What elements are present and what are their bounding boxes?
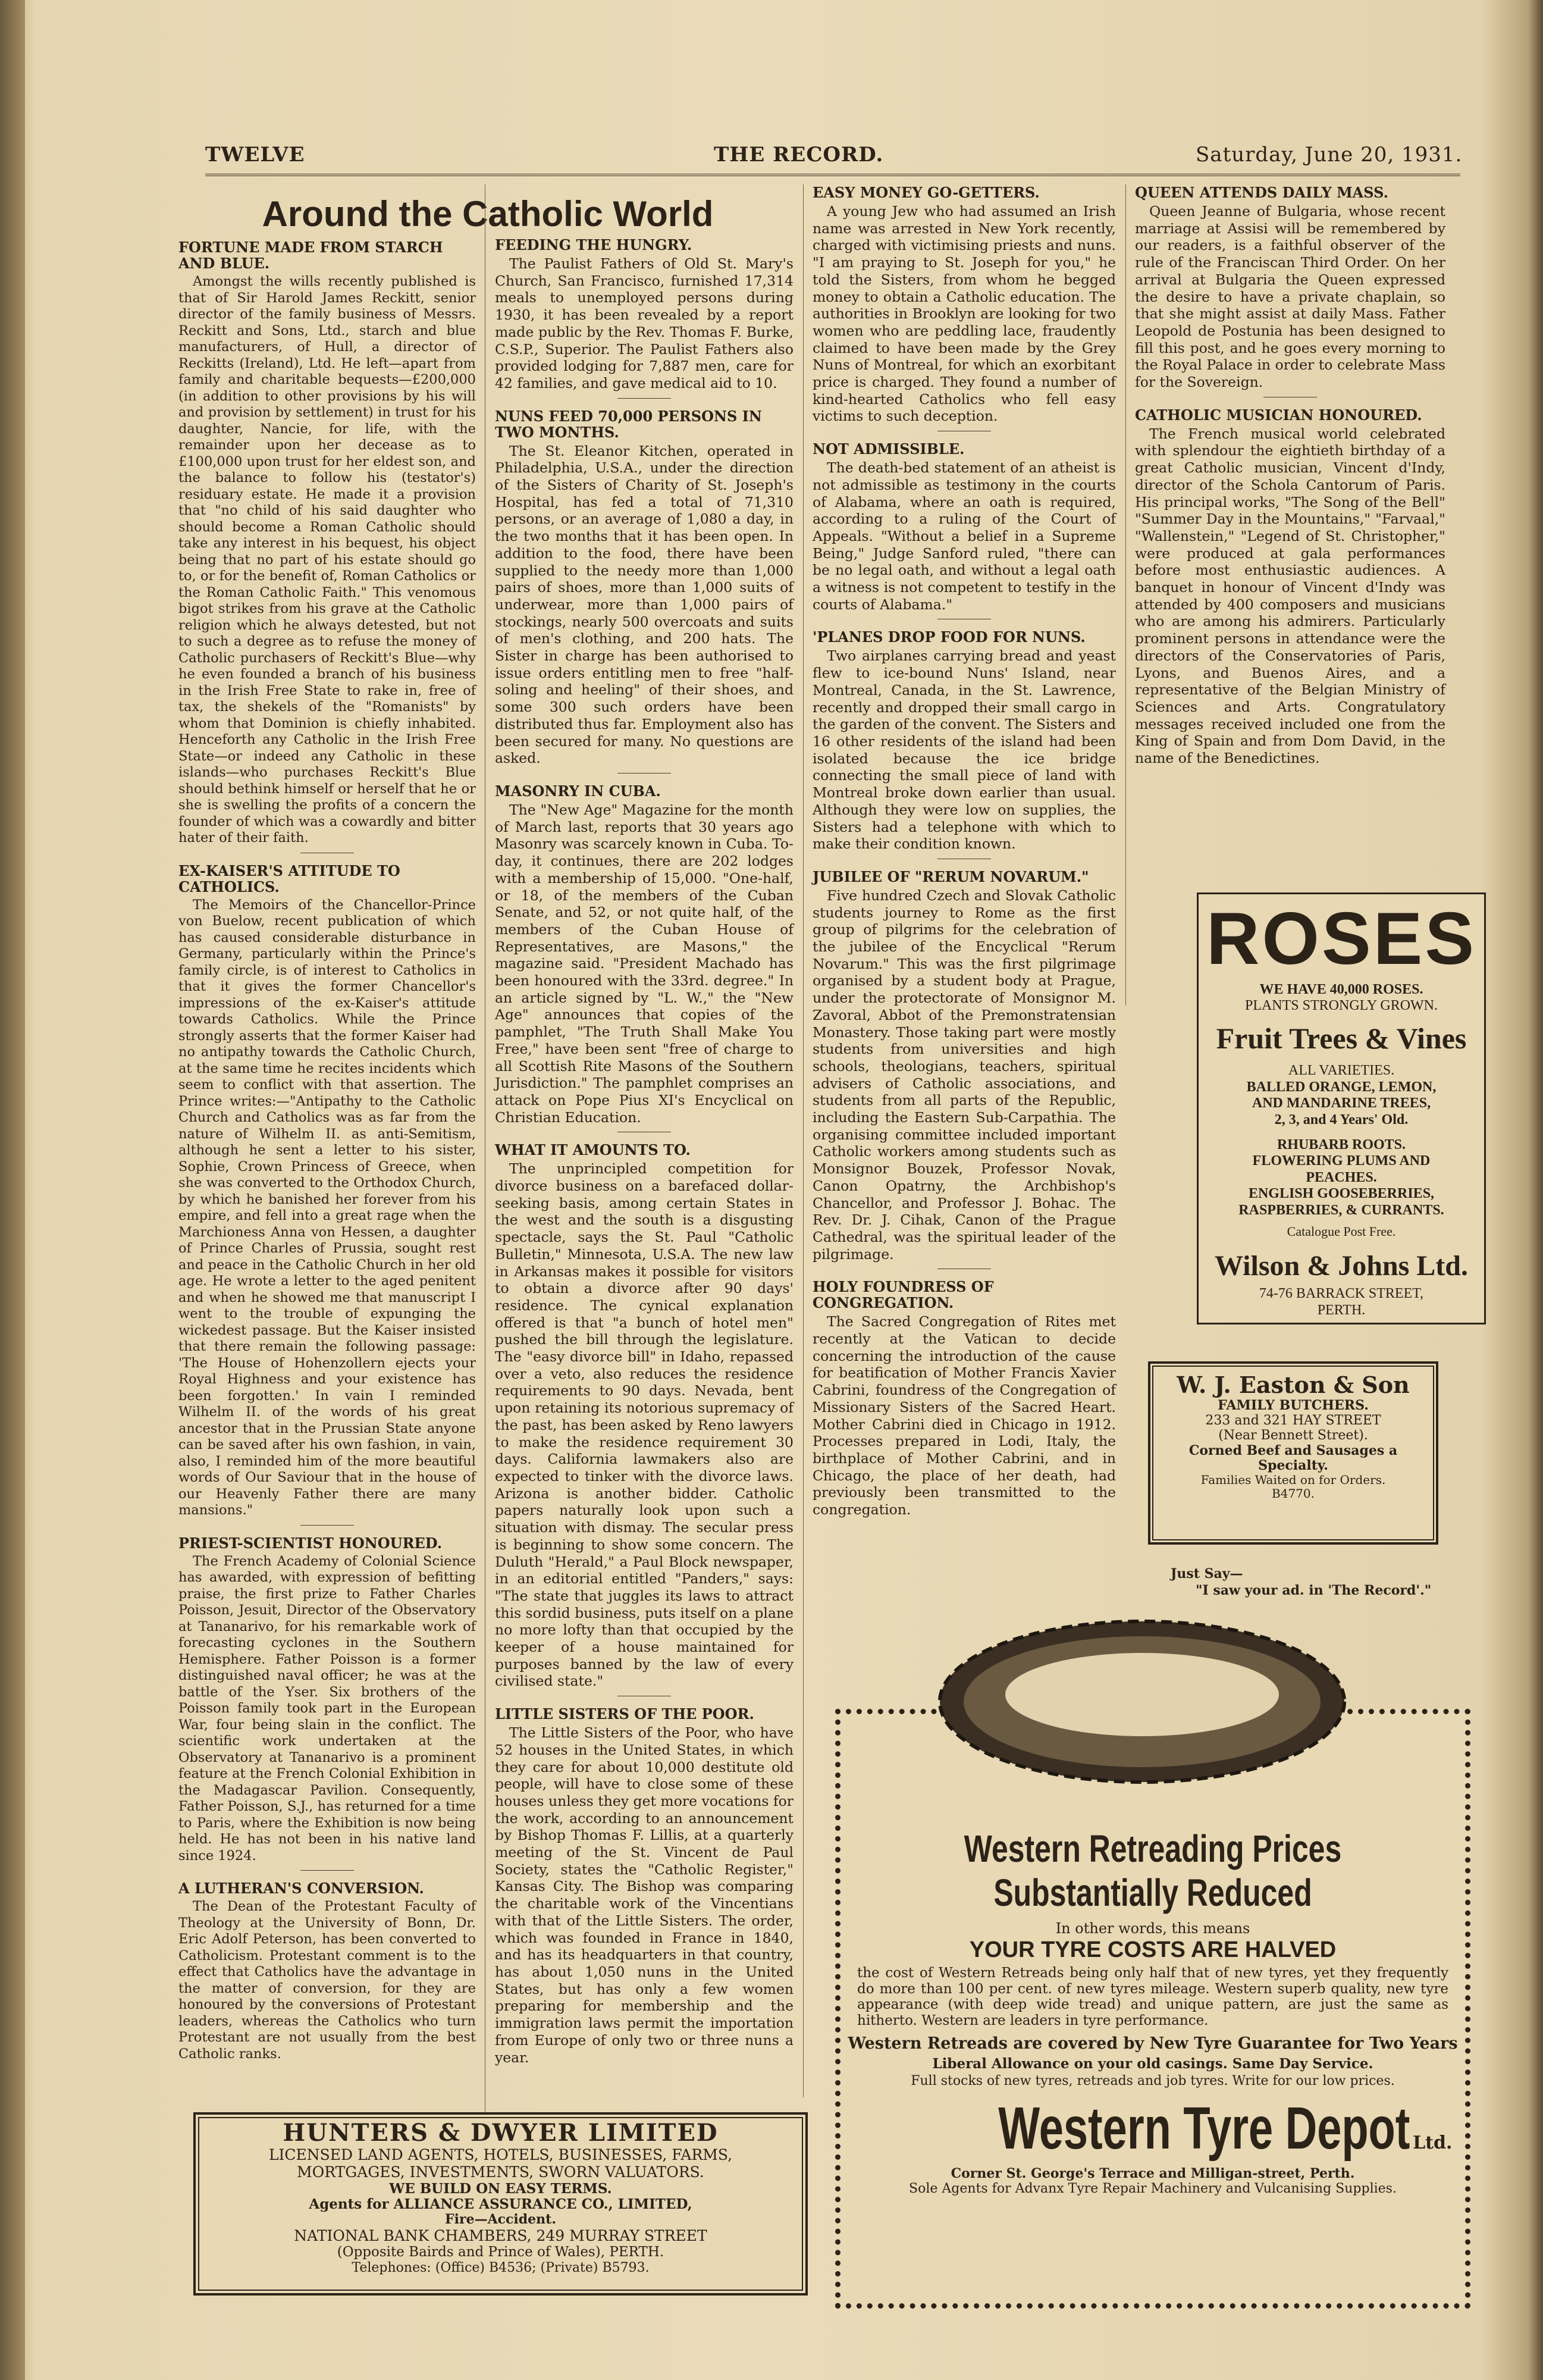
just-say-label: Just Say— [1171,1566,1243,1582]
ad-company: Western Tyre Depot [998,2095,1410,2162]
article-paragraph: The St. Eleanor Kitchen, operated in Philadelphia, U.S.A., under the direction of the Sisters of Charity of St. Joseph's Hospital, has fed a total of 71,310 persons, or an average of 1,080 a day, in the two months that it has been open. In addition to the food, there have been supplied to the needy more than 1,000 pairs of shoes, more than 1,000 suits of underwear, more than 1,000 pairs of stockings, nearly 500 overcoats and suits of men's clothing, and 200 hats. The Sister in charge has been authorised to issue orders entitling men to free "half-soling and heeling" of their shoes, and some 300 such orders have been distributed thus far. Employment also has been secured for many. No questions are asked. [495,442,794,767]
ad-line: 2, 3, and 4 Years' Old. [1274,1112,1409,1128]
column-rule [803,184,804,2097]
article-headline: MASONRY IN CUBA. [495,782,661,800]
ad-line: FAMILY BUTCHERS. [1218,1397,1369,1413]
article-divider [300,1870,354,1871]
ad-line: RHUBARB ROOTS. [1277,1136,1406,1153]
article-headline: CATHOLIC MUSICIAN HONOURED. [1135,406,1422,424]
ad-subheadline: Fruit Trees & Vines [1216,1021,1467,1055]
article-paragraph: The "New Age" Magazine for the month of March last, reports that 30 years ago Masonry was scarcely known in Cuba. To-day, it continues, there are 202 lodges with a membership of 15,000. "One-half, or 18, of the members of the Cuban Senate, and 52, or not quite half, of the members of the Cuban House of Representatives, are Masons," the magazine said. "President Machado has been honoured with the 33rd. degree." In an article signed by "L. W.," the "New Age" announces that copies of the pamphlet, "The Truth Shall Make You Free," have been sent "free of charge to all Scottish Rite Masons of the Southern Jurisdiction." The pamphlet comprises an attack on Pope Pius XI's Encyclical on Christian Education. [495,801,794,1126]
article-paragraph: The French musical world celebrated with splendour the eightieth birthday of a great Catholic musician, Vincent d'Indy, director of the Schola Cantorum of Paris. His principal works, "The Song of the Bell" "Summer Day in the Mountains," "Farvaal," "Wallenstein," "Legend of St. Christopher," were produced at gala performances before most enthusiastic audiences. A banquet in honour of Vincent d'Indy was attended by 400 composers and musicians who are among his admirers. Particularly prominent persons in attendance were the directors of the Conservatories of Paris, Lyons, and Buenos Aires, and a representative of the Belgian Ministry of Sciences and Arts. Congratulatory messages received included one from the King of Spain and from Dom David, in the name of the Benedictines. [1135,425,1445,767]
article-paragraph: The Paulist Fathers of Old St. Mary's Church, San Francisco, furnished 17,314 meals to unemployed persons during 1930, it has been revealed by a report made public by the Rev. Thomas F. Burke, C.S.P., Superior. The Paulist Fathers also provided lodging for 7,887 men, care for 42 families, and gave medical aid to 10. [495,255,794,392]
ad-line: Sole Agents for Advanx Tyre Repair Machinery and Vulcanising Supplies. [909,2181,1397,2197]
ad-line: Corned Beef and Sausages a [1188,1442,1398,1458]
article-paragraph: The Memoirs of the Chancellor-Prince von Buelow, recent publication of which has caused considerable disturbance in Germany, particularly within the Prince's family circle, is of interest to Catholics in that it gives the former Chancellor's impressions of the ex-Kaiser's attitude towards Catholics. While the Prince strongly asserts that the former Kaiser had no antipathy towards the Catholic Church, at the same time he recites incidents which seem to conflict with that assertion. The Prince writes:—"Antipathy to the Catholic Church and Catholics was as far from the nature of Wilhelm II. as anti-Semitism, although he sent a letter to his sister, Sophie, Crown Princess of Greece, when she was converted to the Orthodox Church, by which he banished her forever from his empire, and fell into a great rage when the Marchioness Anna von Hessen, a daughter of Prince Charles of Prussia, sought rest and peace in the Catholic Church in her old age. He wrote a letter to the aged penitent and when he showed me that manuscript I went to the trouble of expunging the wickedest passage. But the Kaiser insisted that there remain the following passage: 'The House of Hohenzollern ejects your Royal Highness and your existence has been forgotten.' In vain I reminded Wilhelm II. of the words of his great ancestor that in the Prussian State anyone can be saved after his own fashion, in vain, also, I reminded him of the more beautiful words of Our Saviour that in the house of our Heavenly Father there are many mansions." [178,897,476,1518]
article-headline: NUNS FEED 70,000 PERSONS IN TWO MONTHS. [495,407,762,441]
ad-line: PLANTS STRONGLY GROWN. [1244,998,1438,1014]
article-paragraph: The death-bed statement of an atheist is not admissible as testimony in the courts of Alabama, where an oath is required, according to a ruling of the Court of Appeals. "Without a belief in a Supreme Being," Judge Sanford ruled, "there can be no legal oath, and without a legal oath a witness is not competent to testify in the courts of Alabama." [813,459,1116,613]
ad-line: RASPBERRIES, & CURRANTS. [1238,1202,1444,1219]
article-headline: WHAT IT AMOUNTS TO. [495,1141,691,1159]
ad-line: Agents for ALLIANCE ASSURANCE CO., LIMITED, [309,2196,692,2212]
col2-articles [495,237,794,2066]
ad-line: Full stocks of new tyres, retreads and job tyres. Write for our low prices. [911,2073,1395,2088]
ad-company-suffix: Ltd. [1413,2132,1453,2153]
masthead: THE RECORD. [714,143,884,167]
article-paragraph: The Sacred Congregation of Rites met recently at the Vatican to decide concerning the introduction of the cause for beatification of Mother Francis Xavier Cabrini, foundress of the Congregation of Missionary Sisters of the Sacred Heart. Mother Cabrini died in Chicago in 1912. Processes prepared in Lodi, Italy, the birthplace of Mother Cabrini, and in Chicago, the place of her death, had previously been transmitted to the congregation. [813,1313,1116,1518]
column-4 [1135,184,1445,771]
article-headline: JUBILEE OF "RERUM NOVARUM." [813,868,1089,885]
ad-line: AND MANDARINE TREES, [1252,1095,1431,1111]
tyre-advertisement [835,1709,1470,2309]
ad-line: LICENSED LAND AGENTS, HOTELS, BUSINESSES, FARMS, [268,2146,733,2163]
issue-date: Saturday, June 20, 1931. [1196,143,1463,167]
ad-line: 233 and 321 HAY STREET [1205,1413,1381,1428]
ad-line: In other words, this means [1055,1920,1250,1937]
ad-line: Catalogue Post Free. [1287,1223,1396,1239]
ad-company: HUNTERS & DWYER LIMITED [283,2119,719,2147]
ad-subheadline: YOUR TYRE COSTS ARE HALVED [969,1937,1337,1962]
article-headline: A LUTHERAN'S CONVERSION. [178,1880,424,1897]
ad-line: (Near Bennett Street). [1218,1428,1368,1443]
column-3 [813,184,1116,1522]
article-paragraph: The Dean of the Protestant Faculty of Theology at the University of Bonn, Dr. Eric Adolf Peterson, has been converted to Catholicism. Protestant comment is to the effect that Catholics have the advantage in the matter of conversion, for they are honoured by the conversions of Protestant leaders, whereas the Catholics who turn Protestant are not usually from the best Catholic ranks. [178,1899,476,2062]
ad-line: BALLED ORANGE, LEMON, [1246,1079,1437,1095]
ad-line: WE HAVE 40,000 ROSES. [1259,981,1423,997]
article-headline: HOLY FOUNDRESS OF CONGREGATION. [813,1278,994,1312]
ad-address: Corner St. George's Terrace and Milligan-street, Perth. [951,2166,1355,2181]
page-binding [0,0,25,2380]
article-paragraph: Five hundred Czech and Slovak Catholic students journey to Rome as the first group of pilgrims for the celebration of the jubilee of the Encyclical "Rerum Novarum." This was the first pilgrimage organised by a student body at Prague, under the protectorate of Monsignor M. Zavoral, Abbot of the Premonstratensian Monastery. Those taking part were mostly students from universities and high schools, theologians, teachers, spiritual advisers of Catholic associations, and students from all parts of the Republic, including the Eastern Sub-Carpathia. The organising committee included important Catholic workers among students such as Monsignor Bouzek, Professor Novak, Canon Opatrny, the Archbishop's Chancellor, and Professor J. Bohac. The Rev. Dr. J. Cihak, Canon of the Prague Cathedral, was the spiritual leader of the pilgrimage. [813,887,1116,1263]
article-divider [617,398,671,399]
article-headline: 'PLANES DROP FOOD FOR NUNS. [813,628,1086,646]
article-paragraph: A young Jew who had assumed an Irish name was arrested in New York recently, charged with victimising priests and nuns. "I am praying to St. Joseph for you," he told the Sisters, from whom he begged money to obtain a Catholic education. The authorities in Brooklyn are looking for two women who are peddling lace, fraudently claimed to have been made by the Grey Nuns of Montreal, for which an exorbitant price is charged. They found a number of kind-hearted Catholics who fell easy victims to such deception. [813,203,1116,425]
ad-line: Specialty. [1258,1457,1328,1473]
article-paragraph: Amongst the wills recently published is that of Sir Harold James Reckitt, senior director of the family business of Messrs. Reckitt and Sons, Ltd., starch and blue manufacturers, of Hull, a director of Reckitts (Ireland), Ltd. He left—apart from family and charitable bequests—£200,000 (in addition to other provisions by his will and provision by settlement) in trust for his daughter, Nancie, for life, with the remainder upon her decease as to £100,000 upon trust for her eldest son, and the balance to follow his (testator's) residuary estate. He made it a provision that "no child of his said daughter who should become a Roman Catholic should take any interest in his bequest, his object being that no part of his estate should go to, or for the benefit of, Roman Catholics or the Roman Catholic Faith." This venomous bigot strikes from his grave at the Catholic religion which he always detested, but not to such a degree as to refuse the money of Catholic purchasers of Reckitt's Blue—why he even founded a branch of his business in the Irish Free State to rake in, free of tax, the shekels of the "Romanists" by whom that Dominion is chiefly inhabited. Henceforth any Catholic in the Irish Free State—or indeed any Catholic in these islands—who purchases Reckitt's Blue should bethink himself or herself that he or she is swelling the profits of a concern the founder of which was a cowardly and bitter hater of their faith. [178,274,476,845]
article-headline: FEEDING THE HUNGRY. [495,236,692,253]
just-say-text: "I saw your ad. in 'The Record'." [1196,1583,1432,1598]
ad-address: 74-76 BARRACK STREET, [1259,1286,1424,1302]
col3-articles [813,184,1116,1518]
ad-line: Liberal Allowance on your old casings. Same Day Service. [932,2056,1373,2072]
ad-address: PERTH. [1317,1302,1366,1318]
article-headline: PRIEST-SCIENTIST HONOURED. [178,1534,443,1552]
article-paragraph: The Little Sisters of the Poor, who have 52 houses in the United States, in which they care for about 10,000 destitute old people, will have to close some of these houses unless they get more vocations for the work, according to an announcement by Bishop Thomas F. Lillis, at a quarterly meeting of the St. Vincent de Paul Society, states the "Catholic Register," Kansas City. The Bishop was comparing the charitable work of the Vincentians with that of the Little Sisters. The order, which was founded in France in 1840, and has its headquarters in that country, has about 1,050 nuns in the United States, but has only a few women preparing for membership and the immigration laws permit the importation from Europe of only two or three nuns a year. [495,1724,794,2066]
ad-line: Families Waited on for Orders. [1200,1473,1386,1488]
roses-advertisement [1197,892,1486,1324]
article-paragraph: Two airplanes carrying bread and yeast flew to ice-bound Nuns' Island, near Montreal, Canada, in the St. Lawrence, recently and dropped their small cargo in the garden of the convent. The Sisters and 16 other residents of the island had been isolated because the ice bridge connecting the small piece of land with Montreal broke down earlier than usual. Although they were low on supplies, the Sisters had a telephone with which to make their condition known. [813,647,1116,853]
ad-line: WE BUILD ON EASY TERMS. [389,2180,612,2197]
article-headline: EX-KAISER'S ATTITUDE TO CATHOLICS. [178,862,400,895]
ad-headline: Western Retreading Prices [964,1827,1342,1870]
ad-body: the cost of Western Retreads being only half that of new tyres, yet they frequently do more than 100 per cent. of new tyres mileage. Western superb quality, new tyre appearance (with deep wide tread) and unique pattern, are just the same as hitherto. Western are leaders in tyre performance. [857,1965,1448,2028]
ad-headline: Substantially Reduced [993,1871,1312,1914]
section-title: Around the Catholic World [262,194,714,234]
article-divider [617,773,671,774]
page-number: TWELVE [205,143,305,167]
article-paragraph: The French Academy of Colonial Science has awarded, with expression of befitting praise, the first prize to Father Charles Poisson, Jesuit, Director of the Observatory at Tananarivo, for his remarkable work of forecasting cyclones in the Southern Hemisphere. Father Poisson is a former distinguished naval officer; he was at the battle of the Yser. Six brothers of the Poisson family took part in the European War, four being slain in the conflict. The scientific work undertaken at the Observatory at Tananarivo is a prominent feature at the French Colonial Exhibition in the Madagascar Pavilion. Consequently, Father Poisson, S.J., has returned for a time to Paris, where the Exhibition is now being held. He has not been in his native land since 1924. [178,1553,476,1864]
article-headline: EASY MONEY GO-GETTERS. [813,184,1040,201]
ad-brand-row [841,2094,1465,2163]
ad-line: Western Retreads are covered by New Tyre Guarantee for Two Years [848,2034,1458,2053]
ad-company: Wilson & Johns Ltd. [1215,1250,1468,1282]
page-edge [1529,0,1543,2380]
ad-address: NATIONAL BANK CHAMBERS, 249 MURRAY STREET [294,2226,707,2244]
ad-line: FLOWERING PLUMS AND [1252,1153,1431,1169]
col1-articles [178,239,476,2062]
ad-line: B4770. [1272,1486,1315,1501]
ad-line: PEACHES. [1306,1169,1377,1185]
ad-headline: ROSES [1206,898,1477,980]
butcher-advertisement [1148,1361,1438,1545]
ad-line: Telephones: (Office) B4536; (Private) B5793. [352,2260,650,2275]
ad-line: MORTGAGES, INVESTMENTS, SWORN VALUATORS. [297,2163,704,2181]
column-2 [495,237,794,2069]
article-headline: FORTUNE MADE FROM STARCH AND BLUE. [178,239,443,272]
tyre-illustration [928,1612,1356,1791]
ad-line: ENGLISH GOOSEBERRIES, [1248,1186,1435,1202]
article-headline: QUEEN ATTENDS DAILY MASS. [1135,184,1388,201]
article-paragraph: Queen Jeanne of Bulgaria, whose recent marriage at Assisi will be remembered by our readers, is a faithful observer of the rule of the Franciscan Third Order. On her arrival at Bulgaria the Queen expressed the desire to have a private chaplain, so that she might assist at daily Mass. Father Leopold de Postunia has been designed to fill this post, and he goes every morning to the Royal Palace in order to celebrate Mass for the Sovereign. [1135,203,1445,391]
header-rule [205,174,1460,176]
ad-company: W. J. Easton & Son [1177,1371,1410,1398]
col4-articles [1135,184,1445,767]
column-rule [1125,184,1126,1006]
ad-line: Fire—Accident. [445,2212,556,2228]
article-headline: NOT ADMISSIBLE. [813,440,965,458]
ad-line: ALL VARIETIES. [1288,1063,1395,1079]
article-headline: LITTLE SISTERS OF THE POOR. [495,1705,754,1723]
article-paragraph: The unprincipled competition for divorce business on a barefaced dollar-seeking basis, among certain States in the west and the south is a disgusting spectacle, says the St. Paul "Catholic Bulletin," Minnesota, U.S.A. The new law in Arkansas makes it possible for visitors to obtain a divorce after 90 days' residence. The cynical explanation offered is that "a bunch of hotel men" pushed the bill through the legislature. The "easy divorce bill" in Idaho, repassed over a veto, also reduces the residence requirements to 90 days. Nevada, bent upon retaining its notorious supremacy of the past, has been asked by Reno lawyers to make the residence requirement 30 days. California lawmakers also are expected to tinker with the divorce laws. Arizona is another bidder. Catholic papers naturally look upon such a situation with dismay. The secular press is beginning to show some concern. The Duluth "Herald," a Paul Block newspaper, in an editorial entitled "Panders," says: "The state that juggles its laws to attract this sordid business, puts itself on a plane no more lofty than that occupied by the keeper of a house maintained for purposes banned by the law of every civilised state." [495,1160,794,1690]
agents-advertisement [193,2112,808,2296]
ad-address: (Opposite Bairds and Prince of Wales), PERTH. [337,2244,664,2260]
article-divider [300,1525,354,1526]
